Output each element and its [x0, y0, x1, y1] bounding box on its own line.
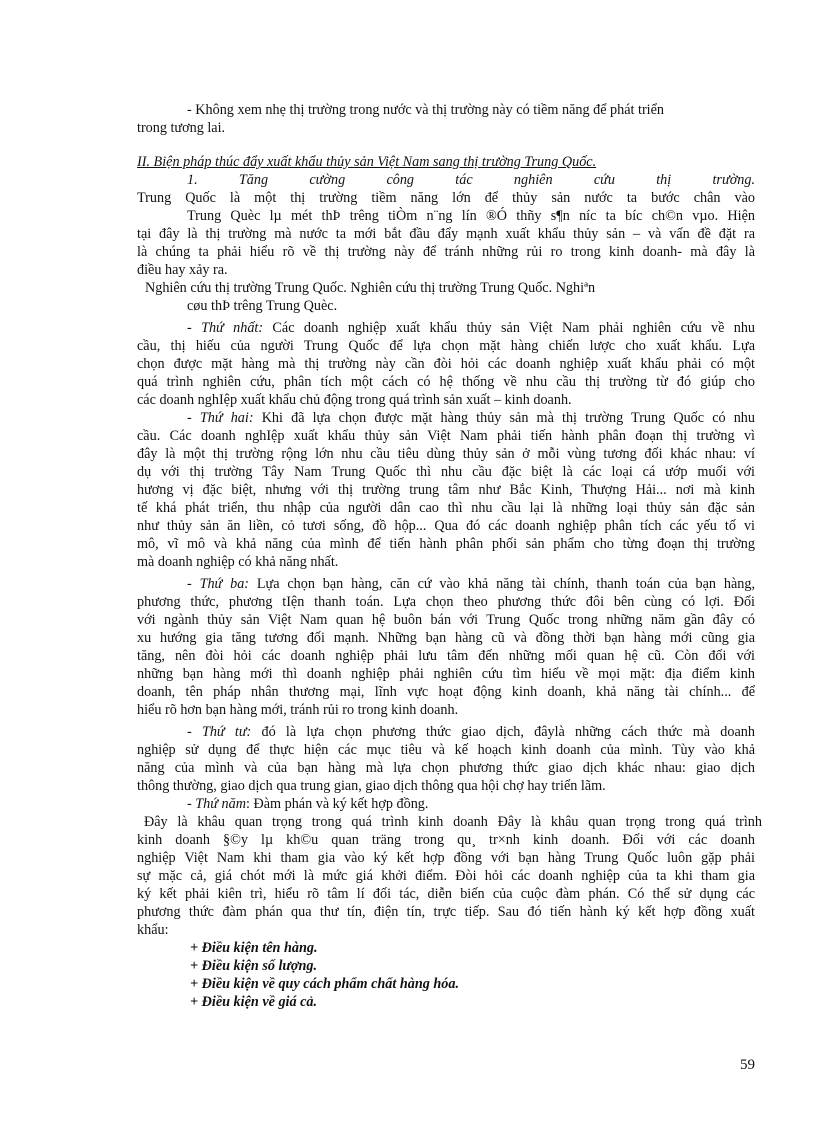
- line-text: cầu, thị hiếu của người Trung Quốc để lựa chọn mặt hàng chiến lược cho xuất khẩu. Lựa: [137, 338, 755, 354]
- text-line: [137, 189, 755, 207]
- line-text: là chúng ta phải hiểu rõ về thị trường này để tránh những rủi ro trong kinh doanh- mà đây là: [137, 244, 755, 260]
- line-text: xu hướng gia tăng tương đối mạnh. Những bạn hàng cũ và đồng thời bạn hàng mới cũng gia: [137, 630, 755, 646]
- text-line: [137, 683, 755, 701]
- text-line: [137, 261, 755, 279]
- text-line: [187, 297, 755, 315]
- line-text: năng của mình và của bạn hàng mà lựa chọn phương thức giao dịch khác nhau: giao dịch: [137, 760, 755, 776]
- line-prefix: -: [187, 576, 200, 592]
- text-line: [137, 611, 755, 629]
- text-line: [190, 957, 755, 975]
- text-line: [137, 119, 755, 137]
- line-text: mô, vĩ mô và khả năng của mình để tiến hành phân phối sản phẩm cho từng đoạn thị trường: [137, 536, 755, 552]
- line-text: Nghiên cứu thị trường Trung Quốc. Nghiên cứu thị trường Trung Quốc. Nghiªn: [145, 280, 596, 296]
- text-line: [187, 207, 755, 225]
- line-text: Trung Quốc là một thị trường tiềm năng lớn để thủy sản nước ta bước chân vào: [137, 190, 755, 206]
- line-prefix: -: [187, 320, 202, 336]
- line-text: + Điều kiện tên hàng.: [190, 940, 318, 956]
- emphasis: Thứ hai:: [199, 410, 254, 426]
- line-text: II. Biện pháp thúc đẩy xuất khẩu thủy sản Việt Nam sang thị trường Trung Quốc.: [137, 154, 597, 170]
- line-text: + Điều kiện về giá cả.: [190, 994, 318, 1010]
- text-line: [187, 101, 755, 119]
- text-line: [137, 885, 755, 903]
- text-line: [137, 243, 755, 261]
- line-prefix: -: [187, 410, 200, 426]
- text-line: [187, 795, 755, 813]
- text-line: [137, 373, 755, 391]
- line-text: Đây là khâu quan trọng trong quá trình kinh doanh Đây là khâu quan trọng trong quá trình: [144, 814, 762, 830]
- line-text: đó là lựa chọn phương thức giao dịch, đâylà những cách thức mà doanh: [251, 724, 755, 740]
- text-line: [137, 849, 755, 867]
- line-text: tăng, nên đòi hỏi các doanh nghiệp phải lưu tâm đến những mối quan hệ cũ. Còn đối với: [137, 648, 755, 664]
- line-text: sự mặc cả, giá chót mới là mức giá khởi điểm. Đòi hỏi các doanh nghiệp của ta khi tham gia: [137, 868, 755, 884]
- line-text: kinh doanh §©y lµ kh©u quan träng trong qu¸ tr×nh kinh doanh. Đối với các doanh: [137, 832, 755, 848]
- emphasis: Thứ năm: [195, 796, 246, 812]
- page-number: 59: [740, 1057, 755, 1073]
- line-text: những bạn hàng mới thì doanh nghiệp phải nghiên cứu tìm hiểu về mọi mặt: địa điểm kinh: [137, 666, 755, 682]
- text-line: [190, 975, 755, 993]
- text-line: [144, 813, 762, 831]
- line-text: - Không xem nhẹ thị trường trong nước và thị trường này có tiềm năng để phát triển: [187, 102, 665, 118]
- line-text: tế khá phát triển, thu nhập của người dân cao thì nhu cầu lại là những loại thủy sản đặc sản: [137, 500, 755, 516]
- line-text: dụ với thị trường Tây Nam Trung Quốc thì nhu cầu đặc biệt là các loại cá ướp muối với: [137, 464, 755, 480]
- text-line: [137, 153, 755, 171]
- text-line: [187, 723, 755, 741]
- line-text: nghiệp Việt Nam khi tham gia vào ký kết hợp đồng với bạn hàng Trung Quốc luôn gặp phải: [137, 850, 755, 866]
- text-line: [145, 279, 763, 297]
- text-line: [137, 665, 755, 683]
- line-text: Trung Quèc lµ mét thÞ trêng tiÒm n¨ng lín ®Ó thñy s¶n níc ta bíc ch©n vµo. Hiện: [187, 208, 755, 224]
- line-text: ký kết phải kiên trì, hiểu rõ tâm lí đối tác, diễn biến của cuộc đàm phán. Có thể sử dụng các: [137, 886, 755, 902]
- text-line: [137, 535, 755, 553]
- text-line: [137, 701, 755, 719]
- line-text: cøu thÞ trêng Trung Quèc.: [187, 298, 338, 314]
- line-prefix: -: [187, 724, 202, 740]
- text-line: [137, 499, 755, 517]
- text-line: [137, 225, 755, 243]
- line-text: điều hay xảy ra.: [137, 262, 228, 278]
- text-line: [137, 647, 755, 665]
- line-text: hương vị đặc biệt, nhưng với thị trường trung tâm như Bắc Kinh, Thượng Hải... nơi mà kinh: [137, 482, 755, 498]
- line-text: phương thức đàm phán qua thư tín, điện tín, trực tiếp. Sau đó tiến hành ký kết hợp đồng xuất: [137, 904, 755, 920]
- text-line: [187, 171, 755, 189]
- line-text: : Đàm phán và ký kết hợp đồng.: [245, 796, 429, 812]
- text-line: [137, 463, 755, 481]
- text-line: [137, 777, 755, 795]
- text-line: [187, 319, 755, 337]
- line-text: doanh, tên pháp nhân thương mại, lĩnh vực hoạt động kinh doanh, khả năng tài chính... để: [137, 684, 755, 700]
- text-line: [137, 427, 755, 445]
- text-line: [137, 517, 755, 535]
- text-line: [137, 481, 755, 499]
- emphasis: Thứ nhất:: [201, 320, 264, 336]
- line-text: hiểu rõ hơn bạn hàng mới, tránh rủi ro trong kinh doanh.: [137, 702, 459, 718]
- text-line: [137, 759, 755, 777]
- emphasis: Thứ tư:: [201, 724, 252, 740]
- line-text: như thủy sản ăn liền, cỏ tươi sống, đồ hộp... Qua đó các doanh nghiệp phân tích các yếu tố vi: [137, 518, 755, 534]
- line-text: mà doanh nghiệp có khả năng nhất.: [137, 554, 339, 570]
- line-text: tại đây là thị trường mà nước ta mới bắt đầu đẩy mạnh xuất khẩu thủy sản – và vấn đề đặt ra: [137, 226, 755, 242]
- text-line: [137, 593, 755, 611]
- line-text: quá trình nghiên cứu, phân tích một cách có hệ thống về nhu cầu thị trường từ đó giúp cho: [137, 374, 755, 390]
- line-text: Các doanh nghiệp xuất khẩu thủy sản Việt Nam phải nghiên cứu về nhu: [263, 320, 755, 336]
- text-line: [187, 575, 755, 593]
- text-line: [137, 391, 755, 409]
- text-line: [137, 903, 755, 921]
- line-text: Khi đã lựa chọn được mặt hàng thủy sản mà thị trường Trung Quốc có nhu: [253, 410, 755, 426]
- line-text: với ngành thủy sản Việt Nam quan hệ buôn bán với Trung Quốc trong những năm gần đây có: [137, 612, 755, 628]
- text-line: [137, 831, 755, 849]
- line-text: nghiệp sử dụng để thực hiện các mục tiêu và kế hoạch kinh doanh của mình. Tùy vào khả: [137, 742, 755, 758]
- line-text: trong tương lai.: [137, 120, 226, 136]
- text-line: [137, 445, 755, 463]
- text-line: [137, 867, 755, 885]
- line-text: Lựa chọn bạn hàng, căn cứ vào khả năng tài chính, thanh toán của bạn hàng,: [249, 576, 755, 592]
- text-line: [137, 921, 755, 939]
- text-line: [137, 741, 755, 759]
- line-text: cầu. Các doanh nghIệp xuất khẩu thủy sản Việt Nam phải tiến hành phân đoạn thị trường vì: [137, 428, 755, 444]
- line-text: các doanh nghIệp xuất khẩu chủ động trong quá trình sản xuất – kinh doanh.: [137, 392, 572, 408]
- emphasis: Thứ ba:: [199, 576, 250, 592]
- line-text: chọn được mặt hàng mà thị trường này cần đòi hỏi các doanh nghiệp xuất khẩu phải có một: [137, 356, 755, 372]
- line-text: đây là một thị trường rộng lớn nhu cầu tiêu dùng thủy sản ở mỗi vùng tương đối khác nhau: ví: [137, 446, 755, 462]
- line-prefix: -: [187, 796, 196, 812]
- line-text: + Điều kiện số lượng.: [190, 958, 318, 974]
- text-line: [187, 409, 755, 427]
- text-line: [137, 629, 755, 647]
- line-text: thông thường, giao dịch qua trung gian, giao dịch thông qua hội chợ hay triển lãm.: [137, 778, 606, 794]
- text-line: [137, 553, 755, 571]
- line-text: phương thức, phương tIện thanh toán. Lựa chọn theo phương thức đôi bên cùng có lợi. Đối: [137, 594, 755, 610]
- text-line: [137, 355, 755, 373]
- text-line: [190, 939, 755, 957]
- text-line: [190, 993, 755, 1011]
- text-line: [137, 337, 755, 355]
- line-text: khẩu:: [137, 922, 169, 938]
- line-text: + Điều kiện về quy cách phẩm chất hàng hóa.: [190, 976, 459, 992]
- line-text: 1. Tăng cường công tác nghiên cứu thị trường.: [187, 172, 755, 188]
